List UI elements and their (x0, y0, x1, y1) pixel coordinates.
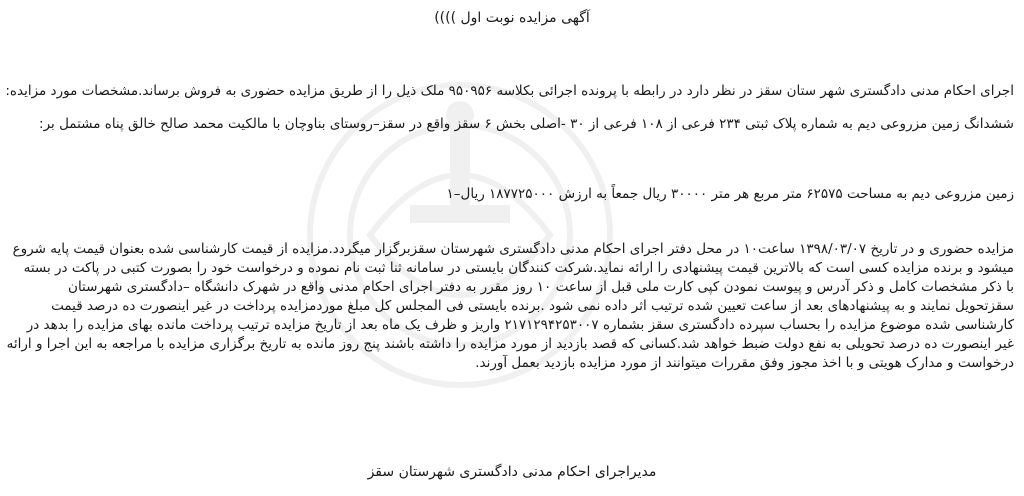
terms-line-6: غیر اینصورت ده درصد تحویلی به نفع دولت ضبط خواهد شد.کسانی که قصد بازدید از مورد مزایده را داشته باشند پنج روز مانده به تاریخ برگزاری مزایده با مراجعه به این اجرا و ارائه (6, 336, 1014, 352)
terms-line-3: با ذکر مشخصات کامل و ذکر آدرس و پیوست نمودن کپی کارت ملی قبل از ساعت ۱۰ روز مقرر به دفتر اجرای احکام مدنی واقع در شهرک دانشگاه –دادگستری شهرستان (68, 279, 1014, 295)
terms-line-7: درخواست و مدارک هویتی و با اخذ مجوز وفق مقررات میتوانند از مورد مزایده بازدید بعمل آورند. (475, 355, 1014, 371)
terms-line-1: مزایده حضوری و در تاریخ ۱۳۹۸/۰۳/۰۷ ساعت۱۰ در محل دفتر اجرای احکام مدنی دادگستری شهرستان سقزبرگزار میگردد.مزایده از قیمت کارشناسی شده بعنوان قیمت پایه شروع (12, 241, 1014, 257)
property-value-line: زمین مزروعی دیم به مساحت ۶۲۵۷۵ متر مربع هر متر ۳۰۰۰۰ ریال جمعاً به ارزش ۱۸۷۷۲۵۰۰۰ ریال–۱ (446, 186, 1014, 202)
terms-line-4: سقزتحویل نمایند و به پیشنهادهای بعد از ساعت تعیین شده ترتیب اثر داده نمی شود .برنده بایستی فی المجلس کل مبلغ موردمزایده پرداخت در غیر اینصورت ده درصد قیمت (51, 298, 1014, 314)
terms-line-5: کارشناسی شده موضوع مزایده را بحساب سپرده دادگستری سقز بشماره ۲۱۷۱۲۹۴۲۵۳۰۰۷ واریز و ظرف یک ماه بعد از تاریخ مزایده ترتیب پرداخت مانده بهای مزایده را بدهد در (26, 317, 1014, 333)
intro-line-2: ششدانگ زمین مزروعی دیم به شماره پلاک ثبتی ۲۳۴ فرعی از ۱۰۸ فرعی از ۳۰ -اصلی بخش ۶ سقز واقع در سقز–روستای بناوچان با مالکیت محمد صالح خالق پناه مشتمل بر: (39, 116, 1014, 132)
signature-line: مدیراجرای احکام مدنی دادگستری شهرستان سقز (367, 464, 657, 480)
page-title: آگهی مزایده نوبت اول )))) (434, 10, 590, 26)
intro-line-1: اجرای احکام مدنی دادگستری شهر ستان سقز در نظر دارد در رابطه با پرونده اجرائی بکلاسه ۹۵۰۹۵۶ ملک ذیل را از طریق مزایده حضوری به فروش برساند.مشخصات مورد مزایده: (5, 83, 1014, 99)
terms-line-2: میشود و برنده مزایده کسی است که بالاترین قیمت پیشنهادی را ارائه نماید.شرکت کنندگان بایستی در سامانه ثنا ثبت نام نموده و درخواست خود را بصورت کتبی در پاکت در بسته (23, 260, 1014, 276)
